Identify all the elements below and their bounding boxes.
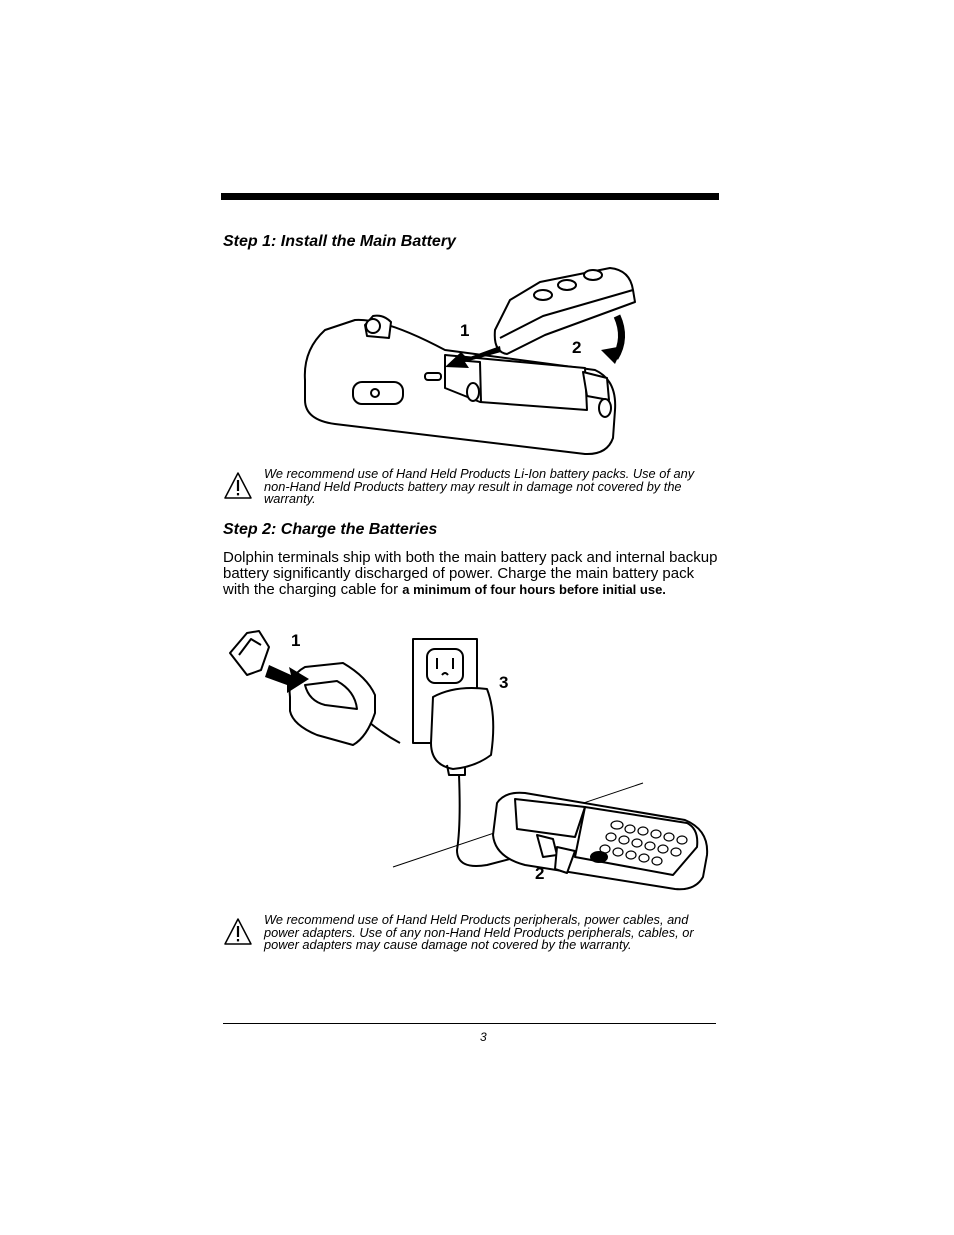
step1-heading: Step 1: Install the Main Battery	[223, 233, 456, 250]
top-rule	[221, 193, 719, 200]
footer-rule	[223, 1023, 716, 1024]
step2-callout-3: 3	[499, 673, 509, 692]
caution1-text: We recommend use of Hand Held Products Li-Ion battery packs. Use of any non-Hand Held Products battery may result in damage not covered by the warranty.	[264, 466, 695, 506]
caution-triangle-icon	[223, 471, 253, 501]
step2-body	[223, 550, 718, 598]
battery-install-illustration	[295, 260, 645, 460]
caution-triangle-icon	[223, 917, 253, 947]
page-number: 3	[480, 1030, 487, 1044]
charging-illustration	[225, 625, 715, 900]
step2-body-bold: a minimum of four hours before initial use.	[402, 582, 666, 597]
caution2-text: We recommend use of Hand Held Products peripherals, power cables, and power adapters. Use of any non-Hand Held Products peripherals, cables, or power adapters may cause damage not covered by the warranty.	[264, 912, 694, 952]
step1-callout-2: 2	[572, 338, 582, 357]
step2-callout-1: 1	[291, 631, 301, 650]
step2-heading: Step 2: Charge the Batteries	[223, 521, 438, 538]
step2-body-plain: Dolphin terminals ship with both the main battery pack and internal backup battery significantly discharged of power. Charge the main battery pack with the charging cable for	[223, 549, 718, 598]
step1-callout-1: 1	[460, 321, 470, 340]
step2-callout-2: 2	[535, 864, 545, 883]
